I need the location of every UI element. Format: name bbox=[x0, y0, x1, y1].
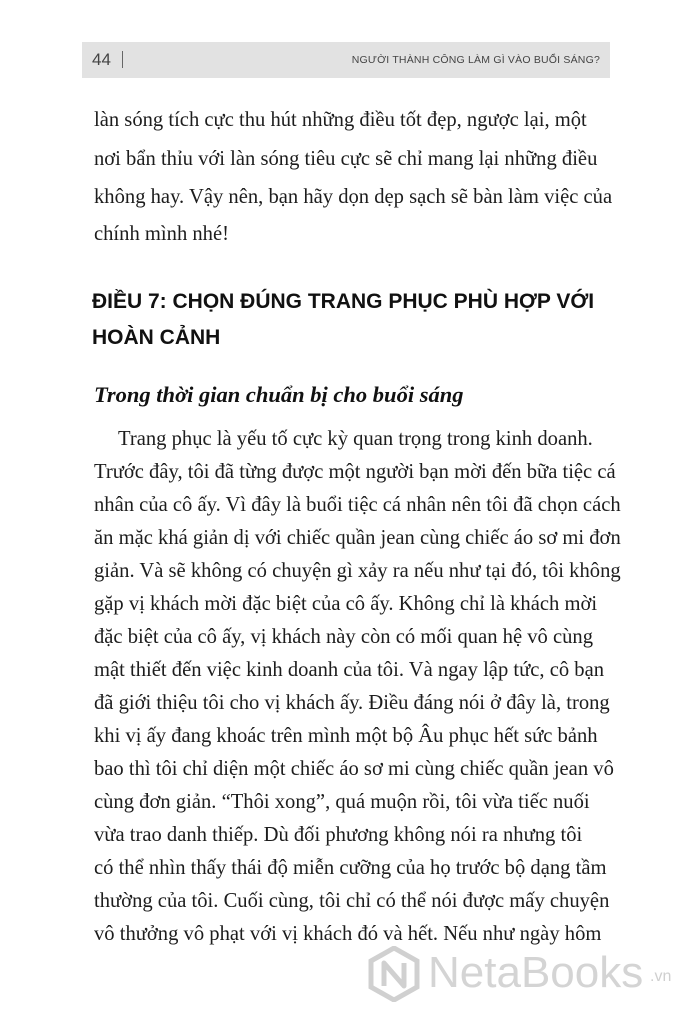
body-line: khi vị ấy đang khoác trên mình một bộ Âu phục hết sức bảnh bbox=[94, 725, 598, 747]
body-line: gặp vị khách mời đặc biệt của cô ấy. Không chỉ là khách mời bbox=[94, 593, 598, 615]
body-line: ăn mặc khá giản dị với chiếc quần jean cùng chiếc áo sơ mi đơn bbox=[94, 527, 621, 549]
running-header bbox=[82, 42, 610, 78]
body-line: đã giới thiệu tôi cho vị khách ấy. Điều đáng nói ở đây là, trong bbox=[94, 692, 610, 714]
body-line: Trước đây, tôi đã từng được một người bạn mời đến bữa tiệc cá bbox=[94, 461, 616, 483]
body-line: thường của tôi. Cuối cùng, tôi chỉ có thể nói được mấy chuyện bbox=[94, 890, 610, 912]
page-number: 44 bbox=[92, 50, 111, 69]
section-heading-line: HOÀN CẢNH bbox=[92, 326, 221, 349]
watermark-text: NetaBooks bbox=[428, 948, 644, 997]
intro-line: chính mình nhé! bbox=[94, 223, 229, 245]
watermark-suffix: .vn bbox=[650, 968, 672, 985]
body-line: nhân của cô ấy. Vì đây là buổi tiệc cá nhân nên tôi đã chọn cách bbox=[94, 494, 621, 516]
watermark bbox=[368, 940, 688, 1010]
intro-line: không hay. Vậy nên, bạn hãy dọn dẹp sạch sẽ bàn làm việc của bbox=[94, 186, 613, 208]
section-heading-line: ĐIỀU 7: CHỌN ĐÚNG TRANG PHỤC PHÙ HỢP VỚI bbox=[92, 290, 595, 313]
running-title: NGƯỜI THÀNH CÔNG LÀM GÌ VÀO BUỔI SÁNG? bbox=[351, 54, 600, 66]
body-line: vô thưởng vô phạt với vị khách đó và hết. Nếu như ngày hôm bbox=[94, 923, 602, 945]
subheading: Trong thời gian chuẩn bị cho buổi sáng bbox=[94, 382, 464, 407]
body-line: vừa trao danh thiếp. Dù đối phương không nói ra nhưng tôi bbox=[94, 824, 583, 846]
intro-line: nơi bẩn thỉu với làn sóng tiêu cực sẽ chỉ mang lại những điều bbox=[94, 148, 598, 170]
body-line: Trang phục là yếu tố cực kỳ quan trọng trong kinh doanh. bbox=[118, 428, 593, 450]
body-line: mật thiết đến việc kinh doanh của tôi. Và ngay lập tức, cô bạn bbox=[94, 659, 605, 681]
header-divider bbox=[122, 51, 123, 68]
body-line: giản. Và sẽ không có chuyện gì xảy ra nếu như tại đó, tôi không bbox=[94, 560, 621, 582]
intro-line: làn sóng tích cực thu hút những điều tốt đẹp, ngược lại, một bbox=[94, 109, 587, 131]
body-line: có thể nhìn thấy thái độ miễn cưỡng của họ trước bộ dạng tầm bbox=[94, 857, 607, 879]
body-line: cùng đơn giản. “Thôi xong”, quá muộn rồi, tôi vừa tiếc nuối bbox=[94, 791, 590, 813]
netabooks-logo-icon bbox=[368, 946, 420, 1002]
body-line: bao thì tôi chỉ diện một chiếc áo sơ mi cùng chiếc quần jean vô bbox=[94, 758, 614, 780]
body-line: đặc biệt của cô ấy, vị khách này còn có mối quan hệ vô cùng bbox=[94, 626, 594, 648]
